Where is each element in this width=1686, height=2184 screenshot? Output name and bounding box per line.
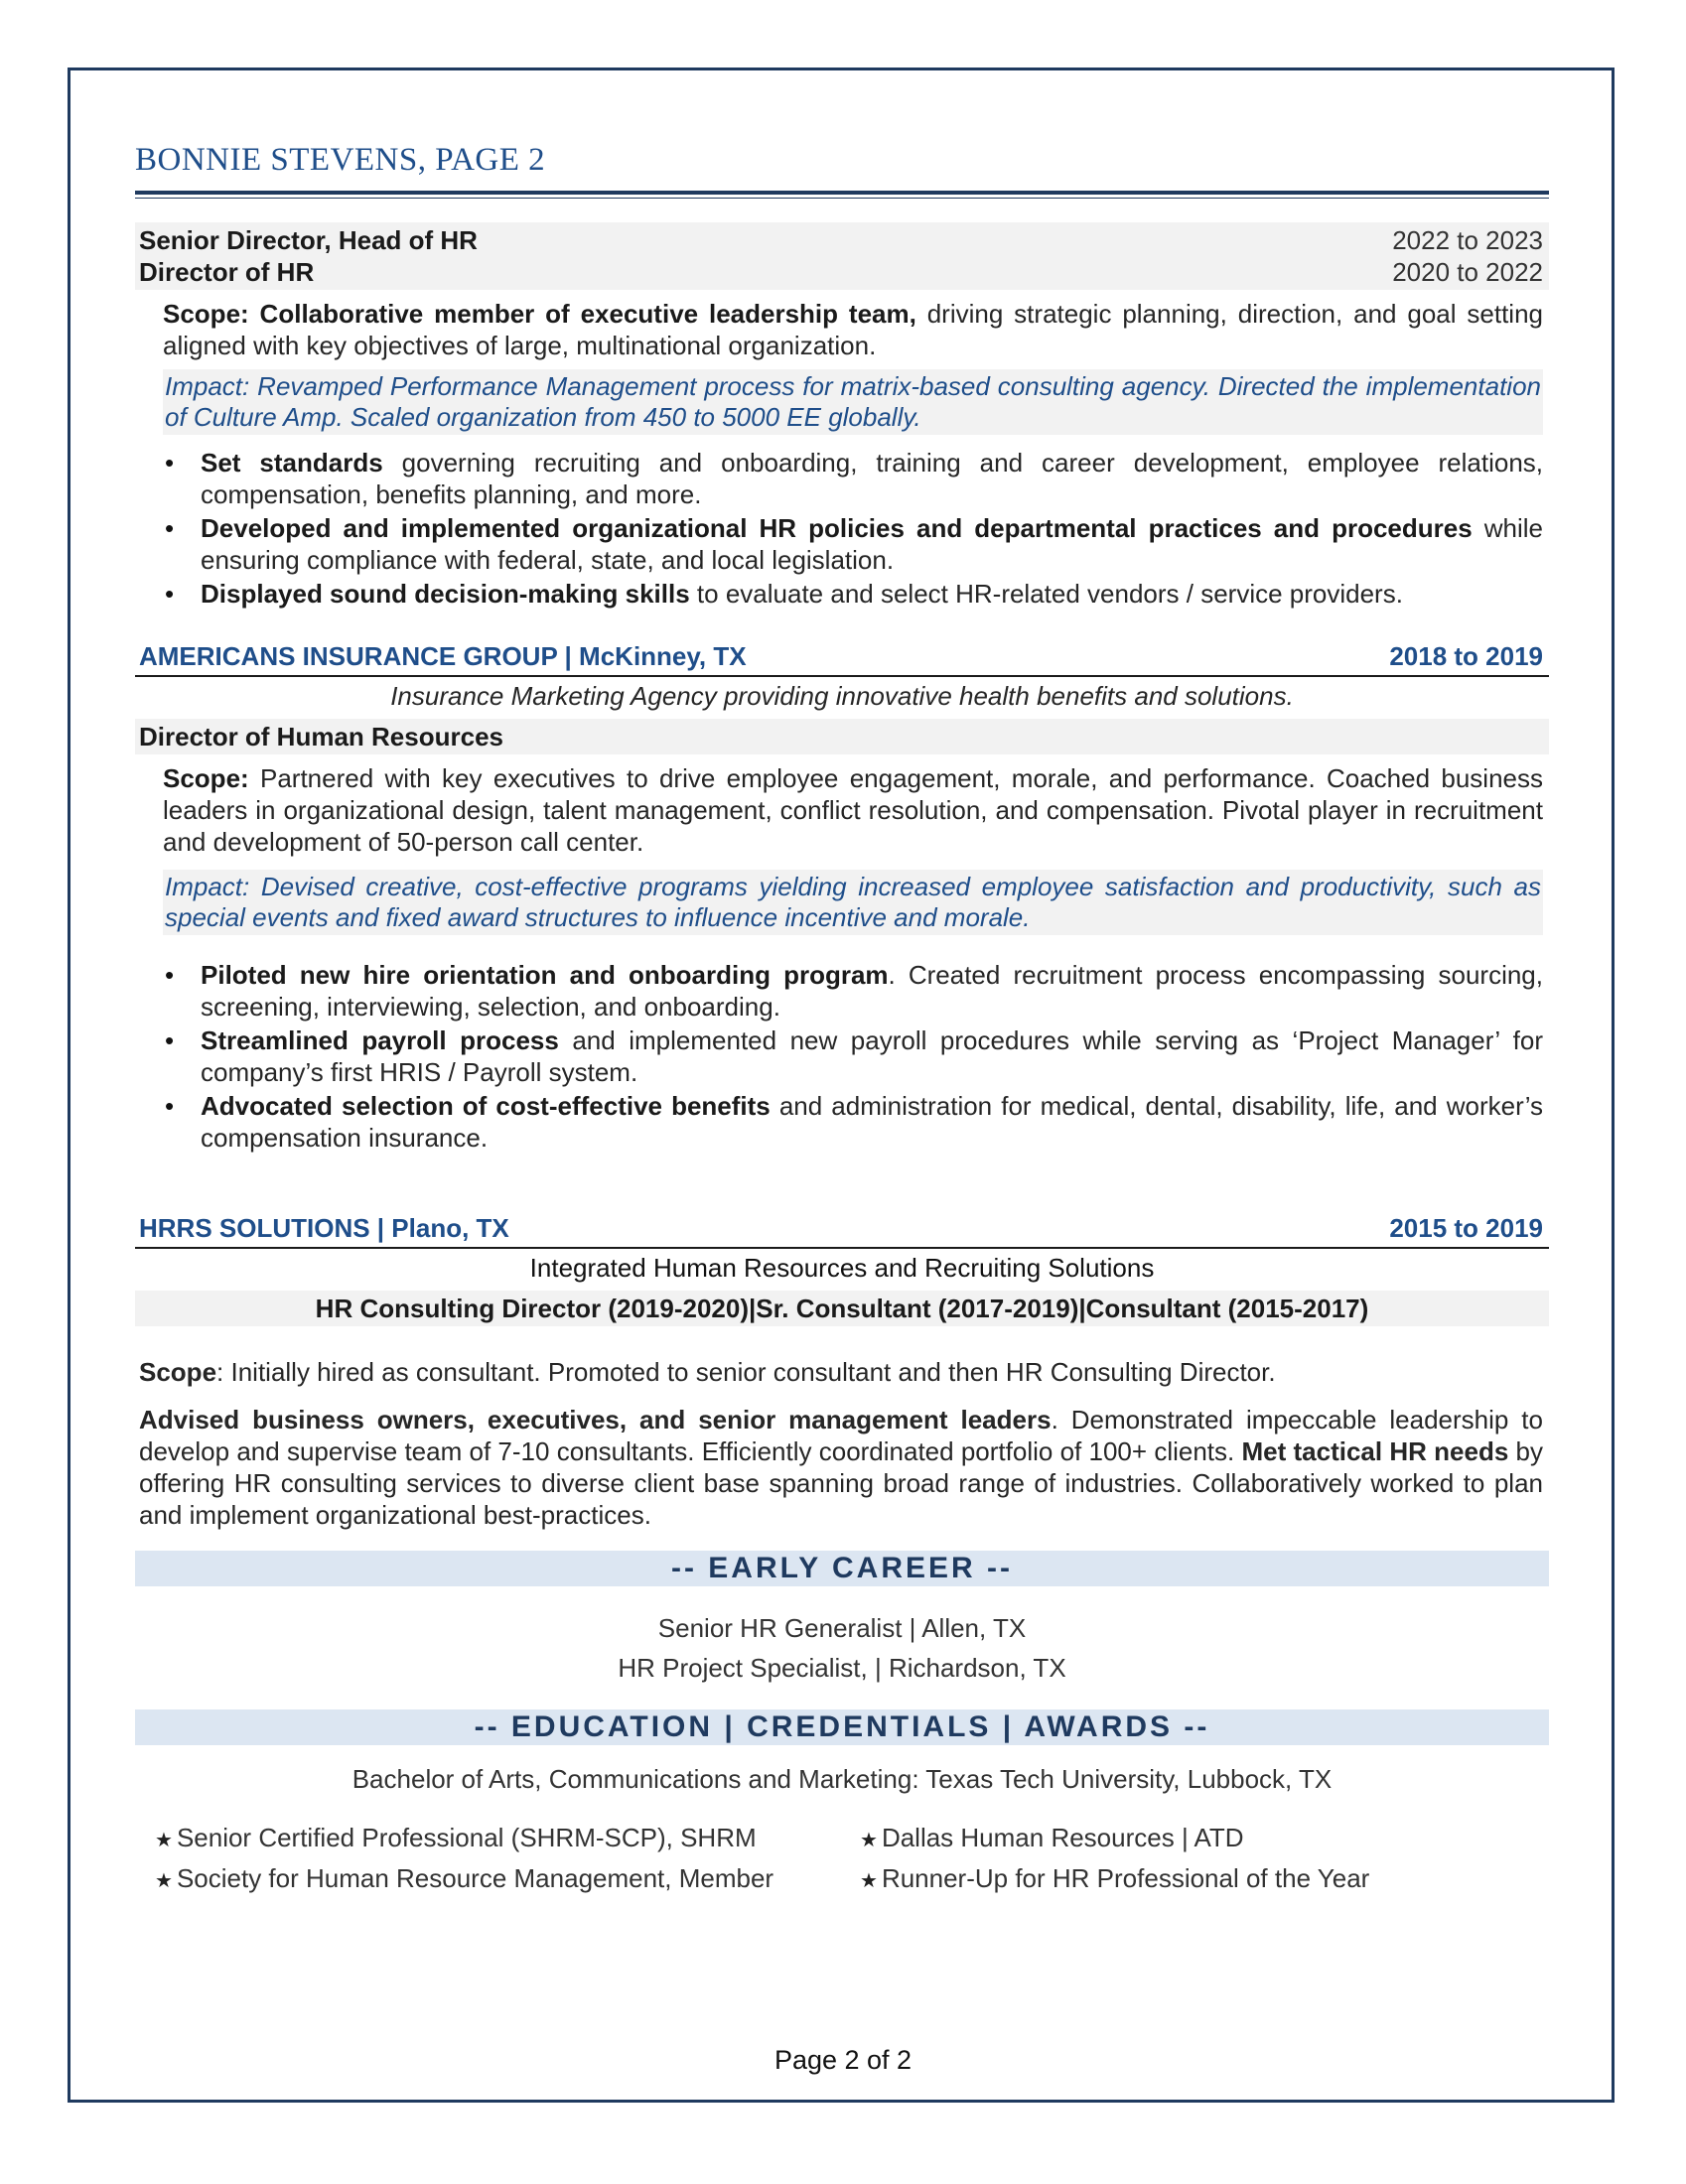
bullet-icon: •: [165, 1091, 175, 1121]
credential-item: [155, 1819, 860, 1859]
credential-text: Senior Certified Professional (SHRM-SCP), SHRM: [176, 1823, 757, 1852]
bullet-item: [135, 447, 1549, 510]
bullet-lead: Developed and implemented organizational HR policies and departmental practices and procedures: [201, 513, 1473, 543]
role-title: Senior Director, Head of HR: [139, 225, 478, 255]
bullet-lead: Set standards: [201, 448, 383, 478]
company-dates: 2018 to 2019: [1389, 641, 1543, 671]
bullet-text: . Created recruitment process encompassing sourcing, screening, interviewing, selection, and onboarding.: [201, 960, 1543, 1022]
bullet-icon: •: [165, 448, 175, 478]
credential-item: [860, 1819, 1456, 1859]
bullet-text: to evaluate and select HR-related vendors / service providers.: [689, 579, 1403, 609]
job2-tagline: Insurance Marketing Agency providing innovative health benefits and solutions.: [390, 681, 1294, 711]
job3-company-row: [135, 1211, 1549, 1249]
role-row: [139, 256, 1543, 288]
bullet-icon: •: [165, 579, 175, 609]
job3-scope: [135, 1356, 1549, 1388]
summary-lead: Advised business owners, executives, and senior management leaders: [139, 1405, 1052, 1434]
job3-tagline: Integrated Human Resources and Recruiting Solutions: [529, 1253, 1155, 1283]
job2-scope: [163, 762, 1543, 858]
credentials-grid: [155, 1819, 1549, 1900]
bullet-icon: •: [165, 1025, 175, 1055]
early-career-list: [135, 1608, 1549, 1688]
scope-label: Scope:: [163, 763, 249, 793]
bullet-text: while ensuring compliance with federal, state, and local legislation.: [201, 513, 1543, 575]
star-icon: ★: [860, 1830, 878, 1851]
bullet-lead: Streamlined payroll process: [201, 1025, 559, 1055]
bullet-lead: Advocated selection of cost-effective benefits: [201, 1091, 771, 1121]
job1-scope: [163, 298, 1543, 361]
job2-bullets: [135, 959, 1549, 1154]
education-heading: -- EDUCATION | CREDENTIALS | AWARDS --: [135, 1709, 1549, 1745]
early-career-heading: -- EARLY CAREER --: [135, 1551, 1549, 1586]
bullet-lead: Piloted new hire orientation and onboarding program: [201, 960, 889, 990]
bullet-item: [135, 578, 1549, 610]
summary-lead: Met tactical HR needs: [1241, 1436, 1509, 1466]
bullet-icon: •: [165, 513, 175, 543]
bullet-icon: •: [165, 960, 175, 990]
role-dates: 2022 to 2023: [1392, 225, 1543, 255]
bullet-item: [135, 1024, 1549, 1088]
star-icon: ★: [155, 1830, 173, 1851]
job2-role: Director of Human Resources: [135, 719, 1549, 754]
company-name: HRRS SOLUTIONS | Plano, TX: [139, 1213, 509, 1243]
scope-label: Scope: [139, 1357, 217, 1387]
job1-impact: Impact: Revamped Performance Management process for matrix-based consulting agency. Directed the implementation of Culture Amp. Scaled organization from 450 to 5000 EE globally.: [163, 369, 1543, 435]
bullet-item: [135, 512, 1549, 576]
bullet-text: and implemented new payroll procedures while serving as ‘Project Manager’ for company’s first HRIS / Payroll system.: [201, 1025, 1543, 1087]
title-rule: [135, 191, 1549, 199]
page-title: BONNIE STEVENS, PAGE 2: [135, 142, 546, 178]
scope-text: Partnered with key executives to drive employee engagement, morale, and performance. Coached business leaders in organizational design, talent management, conflict resolution, and compensation. Pivotal player in recruitment and development of 50-person call center.: [163, 763, 1543, 857]
credential-item: [155, 1859, 860, 1900]
job2-impact: Impact: Devised creative, cost-effective programs yielding increased employee satisfaction and productivity, such as special events and fixed award structures to influence incentive and morale.: [163, 870, 1543, 935]
scope-text: : Initially hired as consultant. Promoted to senior consultant and then HR Consulting Director.: [216, 1357, 1276, 1387]
job2-company-row: [135, 639, 1549, 677]
credential-item: [860, 1859, 1456, 1900]
scope-label: Scope: Collaborative member of executive leadership team,: [163, 299, 916, 329]
bullet-item: [135, 959, 1549, 1023]
company-dates: 2015 to 2019: [1389, 1213, 1543, 1243]
role-row: [139, 224, 1543, 256]
scope-text: driving strategic planning, direction, and goal setting aligned with key objectives of large, multinational organization.: [163, 299, 1543, 360]
credential-text: Dallas Human Resources | ATD: [881, 1823, 1244, 1852]
bullet-item: [135, 1090, 1549, 1154]
role-title: Director of HR: [139, 257, 315, 287]
summary-text: . Demonstrated impeccable leadership to develop and supervise team of 7-10 consultants. Efficiently coordinated portfolio of 100+ clients.: [139, 1405, 1543, 1466]
bullet-lead: Displayed sound decision-making skills: [201, 579, 690, 609]
summary-text: by offering HR consulting services to diverse client base spanning broad range of industries. Collaboratively worked to plan and implement organizational best-practices.: [139, 1436, 1543, 1530]
early-career-item: HR Project Specialist, | Richardson, TX: [618, 1653, 1066, 1683]
job3-summary: [135, 1404, 1549, 1531]
early-career-item: Senior HR Generalist | Allen, TX: [657, 1613, 1027, 1643]
resume-content: [135, 139, 1549, 1900]
role-dates: 2020 to 2022: [1392, 257, 1543, 287]
job1-roles: [135, 222, 1549, 290]
star-icon: ★: [155, 1870, 173, 1892]
credential-text: Runner-Up for HR Professional of the Year: [881, 1863, 1370, 1893]
company-name: AMERICANS INSURANCE GROUP | McKinney, TX: [139, 641, 747, 671]
degree: Bachelor of Arts, Communications and Marketing: Texas Tech University, Lubbock, TX: [351, 1764, 1333, 1794]
bullet-text: governing recruiting and onboarding, training and career development, employee relations, compensation, benefits planning, and more.: [201, 448, 1543, 509]
job1-bullets: [135, 447, 1549, 610]
star-icon: ★: [860, 1870, 878, 1892]
page-number: Page 2 of 2: [773, 2045, 913, 2075]
job3-roles: HR Consulting Director (2019-2020)|Sr. Consultant (2017-2019)|Consultant (2015-2017): [135, 1291, 1549, 1326]
bullet-text: and administration for medical, dental, disability, life, and worker’s compensation insurance.: [201, 1091, 1543, 1153]
credential-text: Society for Human Resource Management, Member: [176, 1863, 774, 1893]
